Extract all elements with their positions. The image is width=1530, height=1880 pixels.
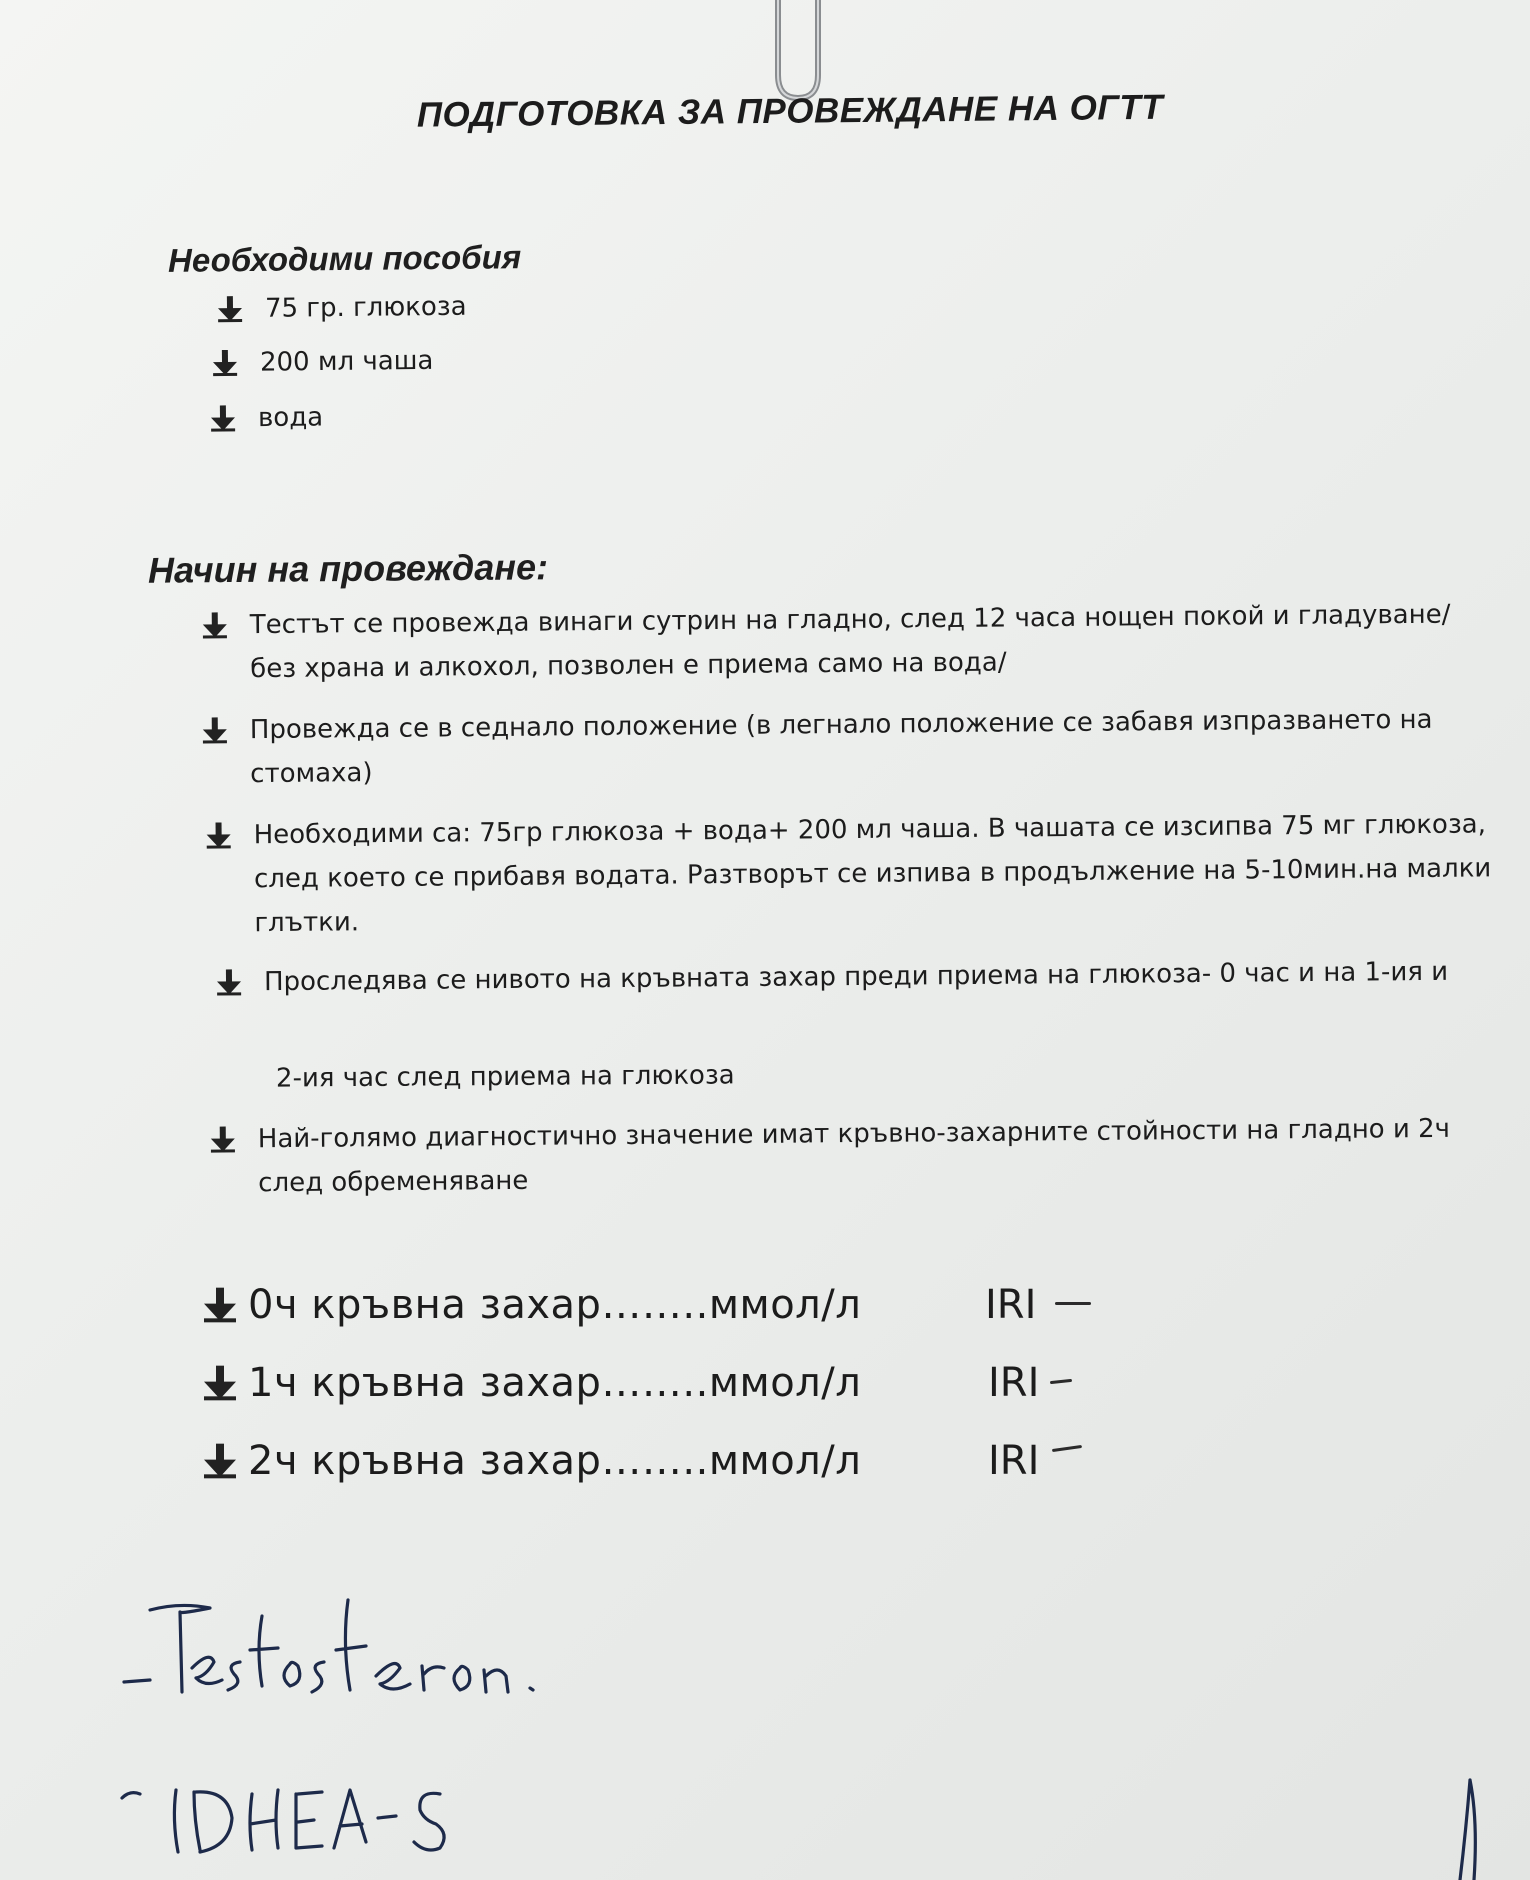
handwritten-dash [1052,1445,1082,1452]
arrow-bullet-icon [210,348,240,378]
measurement-label: 0ч кръвна захар……..ммол/л [248,1282,862,1328]
method-item-text: Проследява се нивото на кръвната захар преди приема на глюкоза- 0 час и на 1-ия и [263,956,1449,998]
supply-item-label: 200 мл чаша [259,345,434,378]
method-item [203,802,1494,945]
paperclip-icon [768,0,828,105]
iri-label: IRI [988,1438,1040,1484]
page-title: ПОДГОТОВКА ЗА ПРОВЕЖДАНЕ НА ОГТТ [416,87,1164,135]
arrow-bullet-icon [208,1124,238,1154]
supply-item [215,285,467,332]
arrow-bullet-icon [204,820,234,850]
method-item [214,949,1494,1004]
method-item-text: Най-голямо диагностично значение имат кръвно-захарните стойности на гладно и 2ч след обременяване [257,1113,1451,1199]
measurement-row [200,1282,861,1328]
supply-item-label: 75 гр. глюкоза [264,291,467,324]
arrow-bullet-icon [200,1441,240,1481]
handwritten-dash [1055,1302,1091,1305]
method-item-text: Необходими са: 75гр глюкоза + вода+ 200 мл чаша. В чашата се изсипва 75 мг глюкоза, след което се прибавя водата. Разтворът се изпива в продължение на 5-10мин.на малки глътки. [253,809,1492,939]
iri-label: IRI [985,1282,1037,1328]
arrow-bullet-icon [214,967,244,997]
method-item-text: Тестът се провежда винаги сутрин на гладно, след 12 часа нощен покой и гладуване/ без храна и алкохол, позволен е приема само на вода/ [249,599,1451,685]
supply-item-label: вода [257,402,324,434]
method-item-continuation: 2-ия час след приема на глюкоза [275,1060,735,1094]
supplies-heading: Необходими пособия [167,238,522,279]
pen-mark-icon [1440,1770,1510,1880]
measurement-row [200,1360,861,1406]
handwritten-notes [110,1580,670,1870]
supply-item [210,339,434,385]
iri-label: IRI [988,1360,1040,1406]
supply-item [208,395,324,440]
arrow-bullet-icon [215,294,245,324]
measurement-label: 2ч кръвна захар……..ммол/л [248,1438,862,1484]
method-item [200,697,1471,796]
method-item-text: Провежда се в седнало положение (в легнало положение се забавя изпразването на стомаха) [249,704,1433,790]
measurement-label: 1ч кръвна захар……..ммол/л [248,1360,862,1406]
measurement-row [200,1438,861,1484]
arrow-bullet-icon [208,403,238,433]
handwritten-dhea-s [122,1790,444,1852]
arrow-bullet-icon [200,715,230,745]
method-item [208,1106,1509,1205]
arrow-bullet-icon [200,610,230,640]
handwritten-testosteron [124,1600,533,1692]
arrow-bullet-icon [200,1285,240,1325]
method-item [200,592,1471,691]
arrow-bullet-icon [200,1363,240,1403]
method-heading: Начин на провеждане: [147,546,549,591]
handwritten-dash [1050,1379,1072,1384]
